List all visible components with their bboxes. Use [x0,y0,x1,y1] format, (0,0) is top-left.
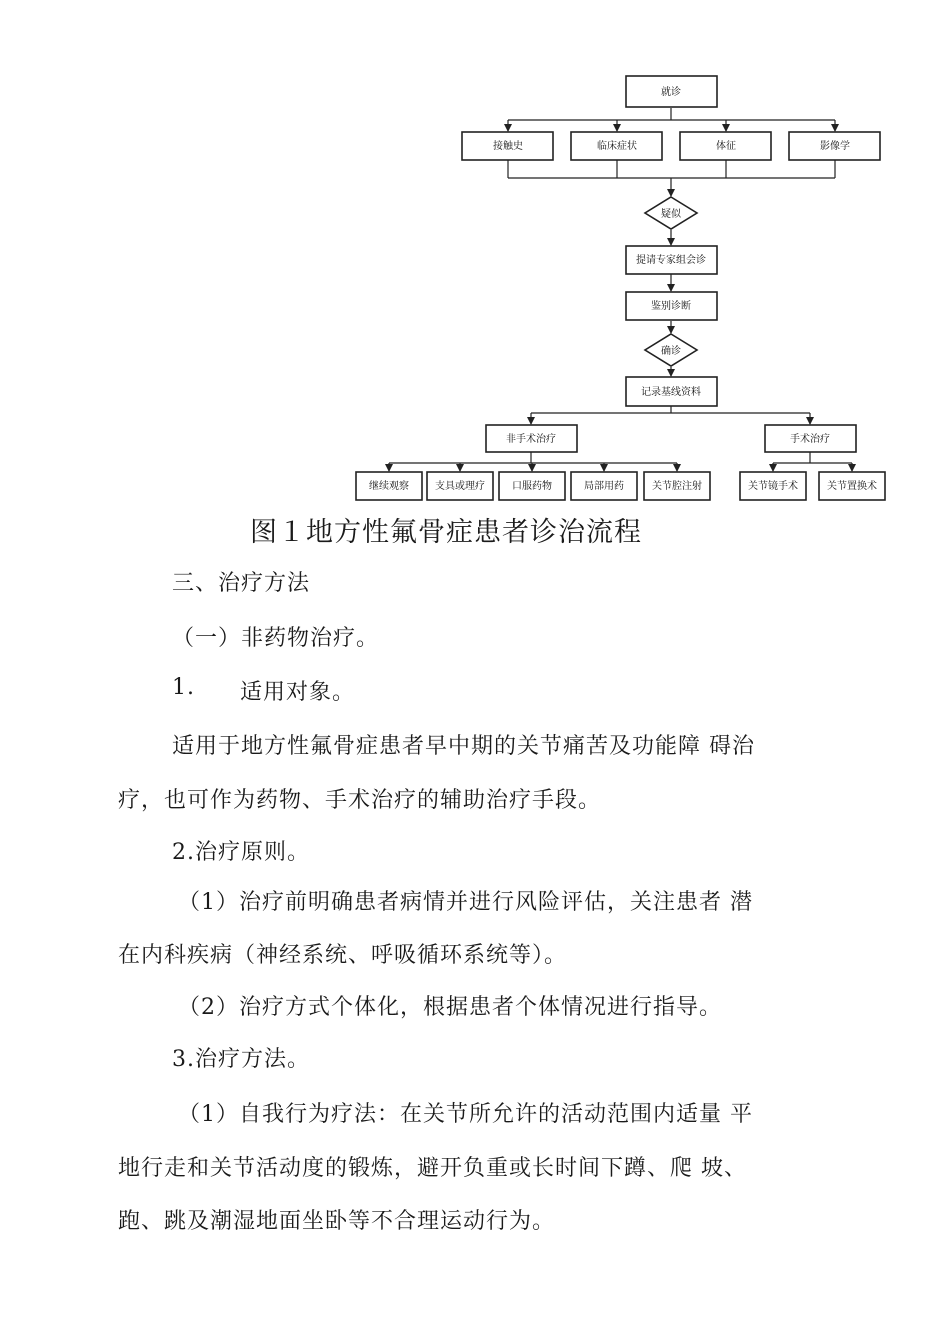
paragraph-line: （1）治疗前明确患者病情并进行风险评估，关注患者 潜 [178,890,753,915]
label-local-drugs: 局部用药 [584,481,624,492]
paragraph-line: 地行走和关节活动度的锻炼，避开负重或长时间下蹲、爬 坡、 [118,1156,747,1181]
diagnosis-flowchart [0,0,950,505]
section-heading: 三、治疗方法 [172,571,311,596]
label-signs: 体征 [716,141,736,152]
label-suspected: 疑似 [661,209,681,220]
label-visit: 就诊 [661,87,681,98]
label-differential: 鉴别诊断 [651,301,691,312]
label-brace-physio: 支具或理疗 [435,481,485,492]
label-surgical: 手术治疗 [790,434,830,445]
label-observe: 继续观察 [369,481,409,492]
label-imaging: 影像学 [820,141,850,152]
label-replacement: 关节置换术 [827,481,877,492]
label-joint-injection: 关节腔注射 [652,481,702,492]
label-expert-consult: 提请专家组会诊 [636,255,706,266]
item-heading: 2.治疗原则。 [172,840,310,865]
figure-caption: 图１地方性氟骨症患者诊治流程 [250,517,642,548]
item-number: 1. [172,675,195,700]
item-title: 适用对象。 [240,680,356,705]
label-contact-history: 接触史 [493,141,523,152]
paragraph-line: 疗，也可作为药物、手术治疗的辅助治疗手段。 [118,788,602,813]
paragraph-line: 在内科疾病（神经系统、呼吸循环系统等）。 [118,943,568,968]
paragraph-line: 适用于地方性氟骨症患者早中期的关节痛苦及功能障 碍治 [172,734,755,759]
item-heading: 3.治疗方法。 [172,1047,310,1072]
label-clinical-symptoms: 临床症状 [597,141,637,152]
paragraph-line: （2）治疗方式个体化，根据患者个体情况进行指导。 [178,995,722,1020]
label-confirmed: 确诊 [661,346,681,357]
paragraph-line: （1）自我行为疗法：在关节所允许的活动范围内适量 平 [178,1102,753,1127]
label-oral-drugs: 口服药物 [512,481,552,492]
label-arthroscopy: 关节镜手术 [748,481,798,492]
paragraph-line: 跑、跳及潮湿地面坐卧等不合理运动行为。 [118,1209,556,1234]
subsection-heading: （一）非药物治疗。 [172,626,380,651]
label-baseline: 记录基线资料 [641,387,701,398]
label-non-surgical: 非手术治疗 [506,434,556,445]
